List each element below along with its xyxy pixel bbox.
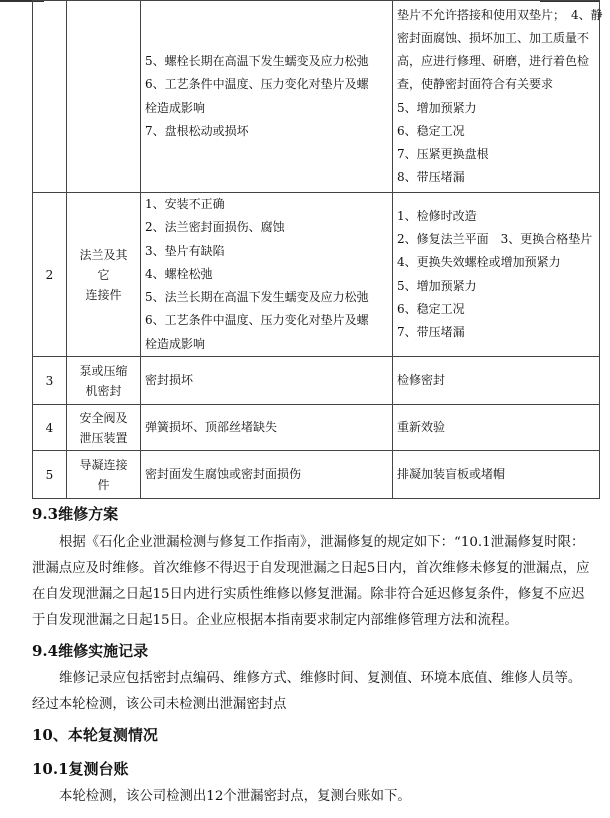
leak-cause-table (32, 0, 603, 499)
row-number: 2 (33, 193, 67, 357)
repair-method-line: 7、压紧更换盘根 (397, 146, 489, 161)
repair-method-line: 高，应进行修理、研磨，进行着色检 (397, 54, 590, 69)
table-row (33, 193, 600, 357)
repair-method-line: 密封面腐蚀、损坏加工、加工质量不 (397, 30, 590, 45)
section-10-1-title: 10.1复测台账 (32, 760, 129, 778)
leak-cause-line: 弹簧损坏、顶部丝堵缺失 (145, 419, 278, 434)
table-row (33, 451, 600, 499)
leak-cause-cell (141, 405, 393, 451)
repair-method-line: 8、带压堵漏 (397, 170, 465, 185)
leak-part-line: 连接件 (85, 287, 122, 302)
repair-method-cell (393, 1, 603, 193)
section-9-4-body (32, 666, 592, 718)
repair-method-line: 检修密封 (397, 372, 446, 387)
section-9-4-title: 9.4维修实施记录 (32, 642, 149, 660)
repair-method-line: 重新效验 (397, 419, 446, 434)
leak-cause-line: 4、螺栓松弛 (145, 266, 213, 281)
row-number (33, 1, 67, 193)
leak-cause-line: 栓造成影响 (145, 100, 206, 115)
repair-method-line: 7、带压堵漏 (397, 324, 465, 339)
row-number: 5 (33, 451, 67, 499)
leak-cause-line: 栓造成影响 (145, 336, 206, 351)
repair-method-line: 1、检修时改造 (397, 208, 477, 223)
table-row (33, 357, 600, 405)
leak-part-line: 安全阀及 (79, 410, 128, 425)
leak-cause-line: 1、安装不正确 (145, 197, 225, 212)
leak-part-cell (67, 1, 141, 193)
repair-method-line: 垫片不允许搭接和使用双垫片； 4、静 (397, 7, 603, 22)
section-10-1-body (32, 784, 592, 810)
section-10-title: 10、本轮复测情况 (32, 726, 158, 744)
leak-cause-cell (141, 1, 393, 193)
leak-cause-line: 5、法兰长期在高温下发生蠕变及应力松弛 (145, 290, 369, 305)
section-9-3-title: 9.3维修方案 (32, 505, 119, 523)
repair-method-cell (393, 451, 600, 499)
leak-part-cell (67, 405, 141, 451)
row-number: 3 (33, 357, 67, 405)
leak-part-cell (67, 193, 141, 357)
section-9-3-paragraph: 根据《石化企业泄漏检测与修复工作指南》，泄漏修复的规定如下：“10.1泄漏修复时限：泄漏点应及时维修。首次维修不得迟于自发现泄漏之日起5日内，首次维修未修复的泄漏点，应在自发现泄漏之日起15日内进行实质性维修以修复泄漏。除非符合延迟修复条件，修复不应迟于自发现泄漏之日起15日。企业应根据本指南要求制定内部维修管理方法和流程。 (32, 535, 590, 628)
leak-cause-line: 密封面发生腐蚀或密封面损伤 (145, 466, 302, 481)
leak-part-line: 泵或压缩 (79, 363, 128, 378)
leak-part-line: 机密封 (85, 383, 122, 398)
leak-part-line: 它 (97, 267, 110, 282)
leak-cause-line: 5、螺栓长期在高温下发生蠕变及应力松弛 (145, 54, 369, 69)
leak-cause-line: 2、法兰密封面损伤、腐蚀 (145, 220, 285, 235)
leak-cause-cell (141, 193, 393, 357)
leak-part-line: 泄压装置 (79, 430, 128, 445)
leak-cause-cell (141, 357, 393, 405)
leak-part-cell (67, 451, 141, 499)
repair-method-cell (393, 357, 600, 405)
table-row (33, 405, 600, 451)
repair-method-line: 5、增加预紧力 (397, 100, 477, 115)
leak-cause-line: 密封损坏 (145, 372, 194, 387)
leak-cause-line: 6、工艺条件中温度、压力变化对垫片及螺 (145, 313, 369, 328)
leak-cause-line: 3、垫片有缺陷 (145, 243, 225, 258)
table-row (33, 1, 600, 193)
repair-method-line: 6、稳定工况 (397, 123, 465, 138)
repair-method-line: 4、更换失效螺栓或增加预紧力 (397, 255, 561, 270)
leak-part-line: 导凝连接 (79, 457, 128, 472)
repair-method-line: 2、修复法兰平面 3、更换合格垫片 (397, 232, 593, 247)
repair-method-line: 6、稳定工况 (397, 301, 465, 316)
leak-cause-line: 7、盘根松动或损坏 (145, 123, 249, 138)
leak-part-cell (67, 357, 141, 405)
section-9-3-body (32, 530, 592, 634)
leak-cause-cell (141, 451, 393, 499)
repair-method-line: 查，使静密封面符合有关要求 (397, 77, 554, 92)
leak-part-line: 件 (97, 477, 110, 492)
leak-cause-line: 6、工艺条件中温度、压力变化对垫片及螺 (145, 77, 369, 92)
leak-part-line: 法兰及其 (79, 247, 128, 262)
section-9-4-paragraph: 维修记录应包括密封点编码、维修方式、维修时间、复测值、环境本底值、维修人员等。经过本轮检测，该公司未检测出泄漏密封点 (32, 671, 582, 712)
row-number: 4 (33, 405, 67, 451)
repair-method-cell (393, 193, 600, 357)
section-10-1-paragraph: 本轮检测，该公司检测出12个泄漏密封点，复测台账如下。 (59, 789, 411, 804)
repair-method-line: 排凝加装盲板或堵帽 (397, 466, 506, 481)
repair-method-cell (393, 405, 600, 451)
repair-method-line: 5、增加预紧力 (397, 278, 477, 293)
